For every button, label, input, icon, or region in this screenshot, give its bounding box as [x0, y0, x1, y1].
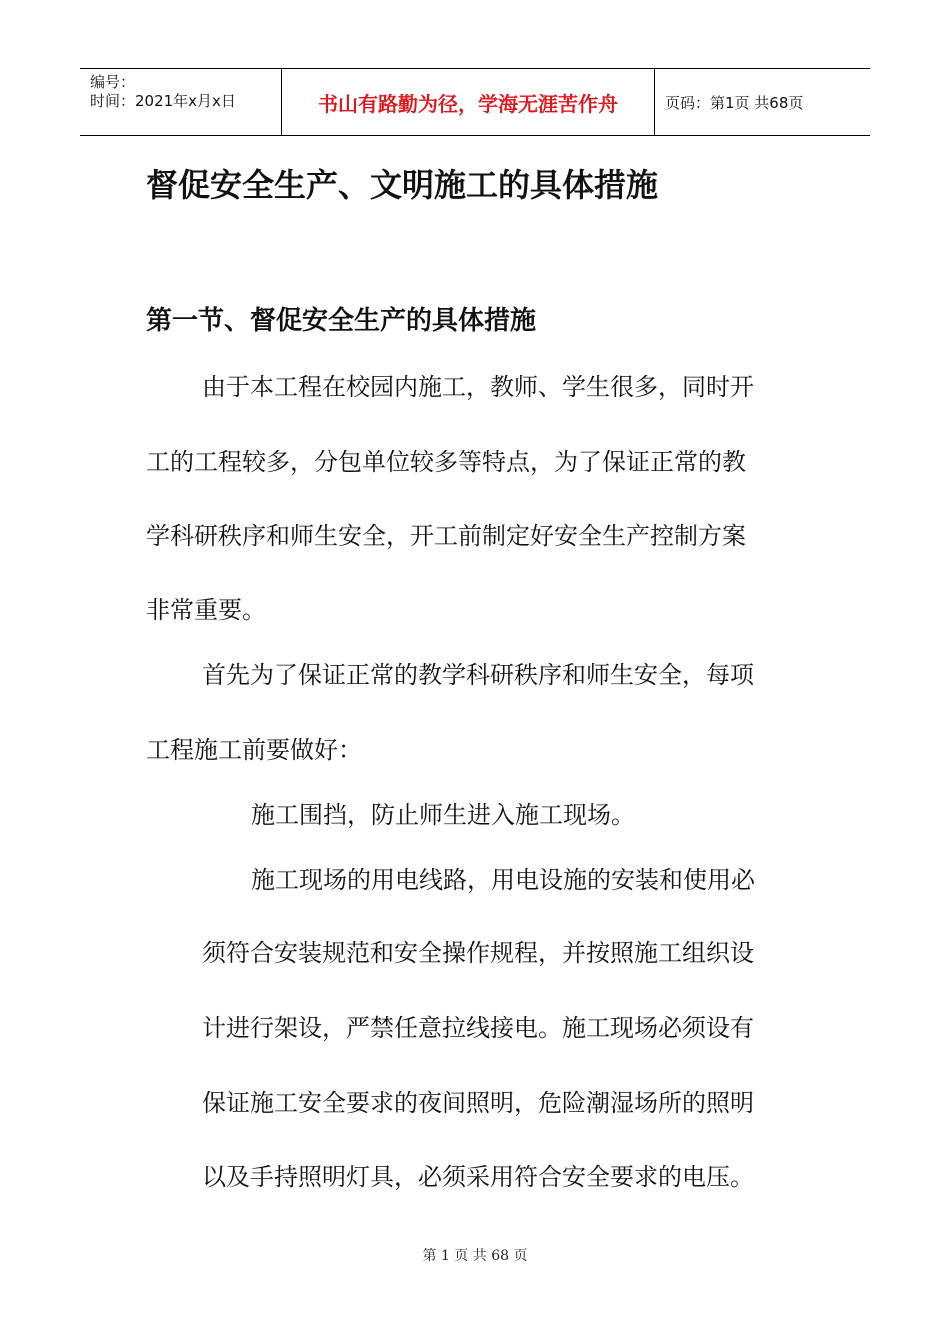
- date-label: 时间：2021年x月x日: [90, 92, 236, 110]
- text-line: 须符合安装规范和安全操作规程，并按照施工组织设: [202, 939, 754, 967]
- text-line: 非常重要。: [146, 596, 266, 624]
- text-line: 保证施工安全要求的夜间照明，危险潮湿场所的照明: [202, 1089, 754, 1117]
- page-header: [80, 68, 870, 136]
- text-line: 施工现场的用电线路，用电设施的安装和使用必: [251, 866, 755, 894]
- header-page-info: 页码：第1页 共68页: [665, 93, 804, 112]
- page-footer: 第 1 页 共 68 页: [422, 1248, 528, 1264]
- text-line: 首先为了保证正常的教学科研秩序和师生安全，每项: [202, 661, 754, 689]
- text-line: 以及手持照明灯具，必须采用符合安全要求的电压。: [202, 1163, 754, 1191]
- text-line: 由于本工程在校园内施工，教师、学生很多，同时开: [202, 373, 754, 401]
- text-line: 工程施工前要做好：: [146, 736, 362, 764]
- document-title: 督促安全生产、文明施工的具体措施: [146, 166, 659, 204]
- section-title: 第一节、督促安全生产的具体措施: [146, 306, 537, 336]
- header-motto: 书山有路勤为径，学海无涯苦作舟: [282, 69, 655, 135]
- text-line: 学科研秩序和师生安全，开工前制定好安全生产控制方案: [146, 522, 746, 550]
- text-line: 计进行架设，严禁任意拉线接电。施工现场必须设有: [202, 1014, 754, 1042]
- number-label: 编号：: [90, 73, 136, 91]
- text-line: 工的工程较多，分包单位较多等特点，为了保证正常的教: [146, 448, 746, 476]
- text-line: 施工围挡，防止师生进入施工现场。: [251, 801, 635, 829]
- header-meta: [80, 69, 282, 135]
